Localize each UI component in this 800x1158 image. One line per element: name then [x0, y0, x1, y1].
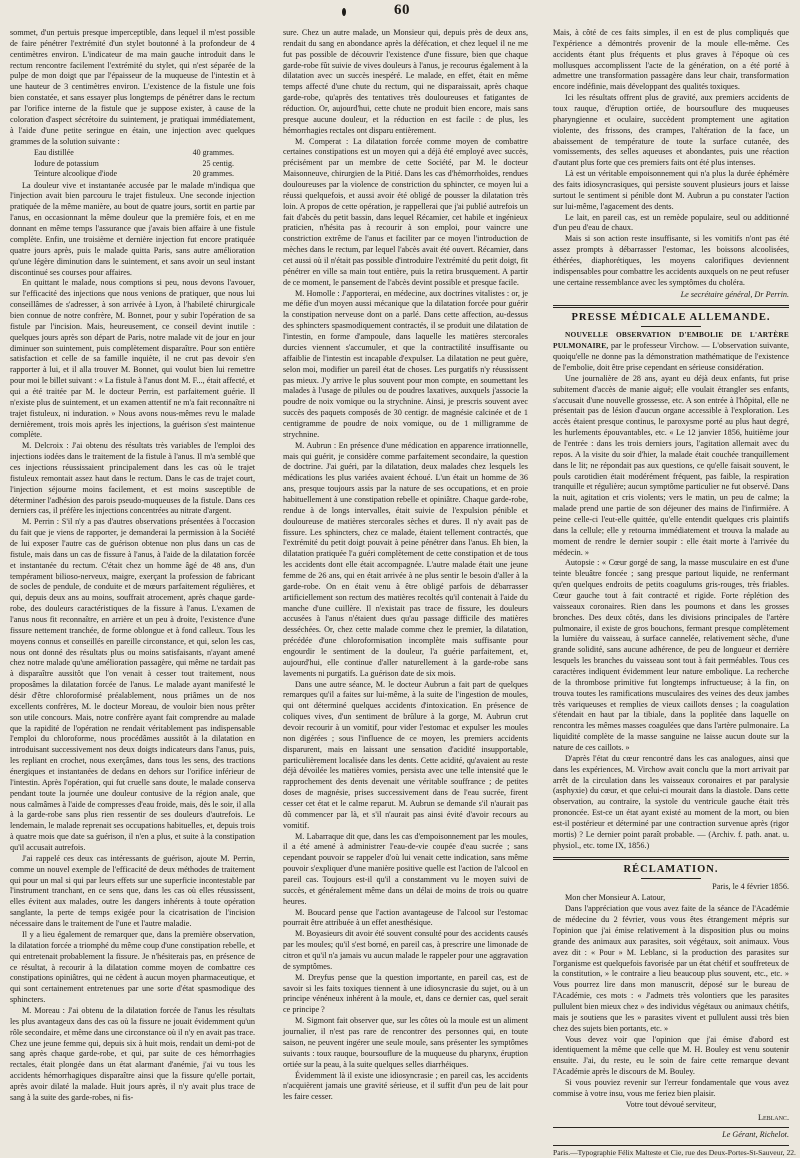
recipe-quantity: 40 grammes. — [192, 148, 234, 158]
paragraph: M. Perrin : S'il n'y a pas d'autres observations présentées à l'occasion du fait que je viens de rapporter, je demanderai la permission à la Société de lui exposer l'autre cas de guérison obtenue non plus dans un cas de fistule, mais dans un cas de fissure à l'anus, à l'aide de la dilatation forcée et instantanée du rectum. C'était chez un homme âgé de 48 ans, d'un tempérament bilioso-nerveux, maigre, exerçant la profession de fabricant de socles de pendule, de conduite et de mœurs parfaitement régulières, et qui, depuis deux ans au moins, souffrait atrocement, après chaque garde-robe, des douleurs caractéristiques de la fissure à l'anus. L'examen de l'anus nous fit reconnaître, en arrière et un peu à droite, l'existence d'une fissure nettement tranchée, de forme oblongue et à fond calleux. Tous les moyens connus et conseillés en pareille circonstance, et qui, selon les cas, nous ont donné des résultats plus ou moins satisfaisants, n'ayant amené chez notre malade qu'une amélioration passagère, qui même ne tardait pas à disparaître aussitôt que l'on venait à cesser tout traitement, nous proposâmes la dilatation forcée de l'anus. Le malade ayant manifesté le désir d'être chloroformisé préalablement, nous priâmes un de nos excellents confrères, M. le docteur Moreau, de vouloir bien nous prêter son utile concours. Mais, notre confrère ayant fait comprendre au malade que la rapidité de l'opération ne rendait véritablement pas indispensable l'emploi du chloroforme, nous procédâmes aussitôt à la dilatation en introduisant successivement nos deux doigts indicateurs dans l'anus, puis, les repliant en crochet, nous exerçâmes, dans tous les sens, des tractions énergiques et instantanées de dedans en dehors sur l'orifice inférieur de l'intestin. Après l'opération, qui fut cruelle sans doute, le malade conserva pendant toute la journée une douleur contusive de la région anale, que nous calmâmes à l'aide de compresses d'eau froide, mais, dès le soir, il alla à la garde-robe sans plus rien ressentir de ses douleurs d'autrefois. Le lendemain, le malade reprenait ses occupations habituelles, et, depuis trois à quatre mois que date sa guérison, il n'en a plus, et suite à la constipation qu'il accusait autrefois. — [10, 517, 255, 853]
secretary-signature: Le secrétaire général, Dr Perrin. — [680, 289, 789, 299]
paragraph: M. Labarraque dit que, dans les cas d'empoisonnement par les moules, il a été amené à administrer l'eau-de-vie coupée d'eau sucrée ; sans cependant pouvoir se rappeler d'où lui venait cette indication, sans même pouvoir s'expliquer d'une manière positive quelle est l'action de l'alcool en pareil cas. Toujours est-il qu'il a constamment vu le moyen suivi de succès, et généralement même dans un délai de moins de trois ou quatre heures. — [283, 831, 528, 906]
paragraph: M. Homolle : J'apporterai, en médecine, aux doctrines vitalistes : or, je me défie d'un moyen aussi mécanique que la dilatation forcée pour guérir la constipation nerveuse dont on a parlé. Dans cette affection, au-dessus des sphincters spasmodiquement contractés, il se produit une dilatation de l'intestin, en forme d'ampoule, dans laquelle les matières stercorales durcies viennent s'accumuler, et que la contractilité insuffisante ou affaiblie de l'intestin est incapable d'expulser. La dilatation ne peut guère, selon moi, modifier un pareil état de choses. Les purgatifs n'y réussissent pas mieux. J'y arrive le plus souvent pour mon compte, en soumettant les malades à l'usage de pilules ou de poudres laxatives, auxquels j'associe la poudre de noix vomique ou la strychnine. Ainsi, je prescris souvent avec succès des paquets composés de 30 centigr. de magnésie calcinée et de 1 centigramme de poudre de noix vomique, ou de 1 milligramme de strychnine. — [283, 288, 528, 439]
paragraph: En quittant le malade, nous comptions si peu, nous devons l'avouer, sur l'efficacité des injections que nous venions de pratiquer, que nous lui conseillâmes de s'adresser, à son arrivée à Lyon, à l'habileté chirurgicale bien connue de notre confrère, M. Bonnet, pour y subir l'opération de sa fistule par l'incision. Mais, heureusement, ce conseil devint inutile : quelques jours après son départ de Paris, notre malade vit de jour en jour diminuer son suintement, puis complètement disparaître. Pour son entière satisfaction et celle de sa famille inquiète, il ne crut pas devoir s'en rapporter à lui, et il alla trouver M. Bonnet, qui voulut bien lui remettre pour moi le billet suivant : « La fistule à l'anus dont M. F..., était affecté, et qui a été traitée par M. le docteur Perrin, est parfaitement guérie. Il n'existe plus de suintement, et un examen attentif ne m'a fait reconnaître ni trajet fistuleux, ni induration. » Nous avons nous-mêmes revu le malade dernièrement, trois mois après les injections, la guérison s'est maintenue complète. — [10, 278, 255, 440]
recipe-row — [34, 159, 234, 169]
paragraph: J'ai rappelé ces deux cas intéressants de guérison, ajoute M. Perrin, comme un nouvel exemple de l'efficacité de deux méthodes de traitement qui pour un mal si qui par leurs effets sur une superficie incontestable par l'instrument tranchant, en ce sens que, dans les cas où elles réussissent, elles évitent aux malades, outre les dangers inhérents à toute opération sanglante, la perte de temps exigée pour la cicatrisation de l'incision nécessaire dans le traitement de l'une et l'autre maladie. — [10, 853, 255, 929]
recipe-ingredient: Teinture alcoolique d'iode — [34, 169, 118, 179]
right-column — [553, 28, 796, 1158]
title-underline — [641, 878, 701, 879]
paragraph: Vous devez voir que l'opinion que j'ai émise d'abord est identiquement la même que celle que M. H. Bouley est venu soutenir ensuite. J'ai, du reste, eu le soin de faire cette remarque devant l'Académie après le discours de M. Bouley. — [553, 1034, 789, 1077]
recipe-ingredient: Iodure de potassium — [34, 158, 99, 168]
printer-imprint: Paris.—Typographie Félix Malteste et Cie, rue des Deux-Portes-St-Sauveur, 22. — [553, 1148, 796, 1158]
paragraph: Une journalière de 28 ans, ayant eu déjà deux enfants, fut prise subitement d'accès de manie aiguë; elle voulait étrangler ses enfants, s'accusait d'une nouvelle grossesse, etc. A son entrée à l'hôpital, elle ne présentait pas de lésion d'aucun organe accessible à l'exploration. Les accès étaient presque continus, le paroxysme porté au plus haut degré, les hurlements épouvantables, etc. « Le 12 janvier 1856, huitième jour de l'entrée : dans les trois derniers jours, l'agitation allernait avec du repos. A la visite du soir d'hier, la malade était couchée tranquillement dans le lit; ne répondait pas aux questions, ce qu'elle faisait souvent, le pouls carotidien était modérément fréquent, pas faible, la respiration tranquille et régulière; aucun symptôme particulier ne fut observé. Dans la nuit, agitation et cris violents; vers le matin, un peu de calme; la malade prend une partie de son déjeuner des mains de l'infirmière. A peine celle-ci l'eut-elle quittée, qu'elle entendit quelques cris plaintifs dans la cellule; elle y retourna immédiatement et trouva la malade au moment de rendre le dernier soupir : elle était morte à l'arrivée du médecin. » — [553, 373, 789, 557]
paragraph: M. Dreyfus pense que la question importante, en pareil cas, est de savoir si les faits toxiques tiennent à une idiosyncrasie du sujet, ou à un principe vénéneux inhérent à la moule, et, dans ce dernier cas, quel serait ce principe ? — [283, 972, 528, 1015]
paragraph: sure. Chez un autre malade, un Monsieur qui, depuis près de deux ans, rendait du sang en abondance après la défécation, et chez lequel il ne me fut pas possible de découvrir l'existence d'une fissure, bien que chaque garde-robe fût suivie de vives douleurs à l'anus, je recourus également à la dilatation avec un succès inespéré. Le malade, en effet, était en même temps affecté d'une chute du rectum, qui ne disparaissait, après chaque garde-robe, qu'après des tentatives très douloureuses et fatigantes de réduction. Or, aujourd'hui, cette chute ne produit bien encore, mais sans presque aucune douleur, et la réduction en est facile : de plus, les hémorrhagies rectales ont disparu entièrement. — [283, 28, 528, 135]
paragraph: Évidemment là il existe une idiosyncrasie ; en pareil cas, les accidents n'acquièrent jamais une gravité sérieuse, et il suffit d'un peu de lait pour les faire cesser. — [283, 1070, 528, 1102]
letter-salutation: Mon cher Monsieur A. Latour, — [565, 893, 666, 903]
paragraph: Là est un véritable empoisonnement qui n'a plus la durée éphémère des faits idiosyncrasiques, qui persiste souvent plusieurs jours et laisse surtout le sentiment si pénible dont M. Aubrun a pu constater l'action sur lui-même, l'agacement des dents. — [553, 169, 789, 211]
article-lead: par le professeur Virchow. — L'observation suivante, quoiqu'elle ne donne pas la démonstration mathématique de l'existence de l'embolie, doit être prise cependant en sérieuse considération. — [553, 341, 790, 372]
middle-column — [283, 28, 528, 1118]
paragraph: D'après l'état du cœur rencontré dans les cas analogues, ainsi que dans les expériences, M. Virchow avait conclu que la mort arrivait par arrêt de la circulation dans les vaisseaux coronaires et par paralysie (asphyxie) du cœur, et que celui-ci mourait dans la diastole. Dans cette observation, au contraire, la systole du ventricule gauche était très prononcée. Est-ce un état ayant existé au moment de la mort, ou bien est-il postérieur et déterminé par une contraction survenue après (rigor mortis) ? Le dernier point paraît probable. — (Archiv. f. path. anat. u. physiol., etc. tome IX, 1856.) — [553, 753, 789, 850]
paragraph: Il y a lieu également de remarquer que, dans la première observation, la dilatation forcée a triomphé du même coup d'une constipation rebelle, et qui entretenait probablement la fissure. Je n'hésiterais pas, en présence de ce résultat, à recourir à la dilatation comme moyen de combattre ces constipations opiniâtres, qui ne cèdent à aucun moyen pharmaceutique, et qui sont certainement entretenues par une sorte d'état spasmodique des sphincters. — [10, 929, 255, 1005]
section-title-reclamation: RÉCLAMATION. — [623, 863, 719, 875]
title-underline — [641, 326, 701, 327]
recipe-quantity: 25 centig. — [202, 158, 234, 168]
section-divider — [553, 305, 789, 308]
paragraph: M. Aubrun : En présence d'une médication en apparence irrationnelle, mais qui guérit, je considère comme parfaitement secondaire, la question de doctrine. J'ai guéri, par la dilatation, deux malades chez lesquels les médications les plus variées avaient échoué. L'un était un homme de 36 ans, presque toujours assis par la nature de ses occupations, et en proie habituellement à une constipation rebelle et opiniâtre. Chaque garde-robe, rendue à de longs intervalles, était suivie de l'expulsion pénible et douloureuse de matières stercorales sèches et dures. Il n'y avait pas de fissure. Les sphincters, chez ce malade, étaient tellement contractés, que l'extrémité du petit doigt pouvait à peine pénétrer dans l'anus. Eh bien, la dilatation pratiquée l'a guéri complètement de cette constipation et de tous les accidents dont elle était accompagnée. L'autre malade était une jeune femme de 26 ans, qui en était arrivée à ne plus sentir le besoin d'aller à la garde-robe. On en était venu à être obligé parfois de débarrasser artificiellement son rectum des matières recoltés qu'il contenait à l'aide du manche d'une cuillère. Il n'existait pas trace de fissure, les douleurs accusées à l'anus n'étaient dues qu'au passage difficile des matières desséchées. Or, chez cette malade comme chez le premier, la dilatation, précédée d'une chloroformisation incomplète mais suffisante pour engourdir le sentiment de la douleur, l'a guérie parfaitement, et, aujourd'hui, elle continue d'aller naturellement à la garde-robe sans lavements ni purgatifs. La guérison date de six mois. — [283, 440, 528, 678]
letter-signer: Leblanc. — [757, 1112, 789, 1122]
paragraph: M. Boyasieurs dit avoir été souvent consulté pour des accidents causés par les moules; qu'il s'est borné, en pareil cas, à prescrire une limonade de citron et qu'il n'a jamais vu aucun malade le rappeler pour une aggravation de symptômes. — [283, 929, 528, 971]
paragraph: Le lait, en pareil cas, est un remède populaire, seul ou additionné d'un peu d'eau de chaux. — [553, 212, 789, 233]
paragraph: Mais, à côté de ces faits simples, il en est de plus compliqués que l'expérience a démontrés provenir de la moule elle-même. Ces accidents étant plus fréquents et plus graves à l'époque où ces mollusques accomplissent l'acte de la génération, on a été porté à admettre une transformation passagère dans leur chair, transformation encore indéfinie, mais développant des qualités toxiques. — [553, 28, 789, 92]
ornament-dot-mark — [340, 6, 348, 18]
paragraph: Autopsie : « Cœur gorgé de sang, la masse musculaire en est d'une teinte bleuâtre foncée ; sang presque partout liquide, ne renfermant qu'en quelques endroits de petits coagulums gris-rouges, très friables. Cœur gauche tout à fait contracté et rigide. Forte réplétion des vaisseaux coronaires. Rien dans les poumons et dans les grosses bronches. Des deux côtés, dans les divisions principales de l'artère pulmonaire, il existe de gros bouchons, fermant presque complètement la lumière du vaisseau, à surface cannelée, relativement sèche, d'une grande solidité, sans aucune adhérence, de peu de longueur et derrière lesquels les branches du vaisseau sont tout à fait perméables. Tous ces caractères indiquent évidemment leur nature embolique. La recherche de la thrombose primitive fut longtemps infructueuse; à la fin, on trouva toutes les ramifications musculaires des veines des deux jambes très variqueuses et remplies de vieux caillots denses ; la coagulation s'étendait en haut par la tibiale, dans la poplitée dans laquelle on rencontra les mêmes masses coagulées que dans l'artère pulmonaire. La liquidité complète de la masse sanguine ne laisse aucun doute sur la nature de ces caillots. » — [553, 558, 789, 753]
paragraph: Dans une autre séance, M. le docteur Aubrun a fait part de quelques remarques qu'il a faites sur lui-même, à la suite de l'ingestion de moules, qui ont déterminé quelques accidents d'intoxication. En présence de coliques vives, d'un sentiment de brûlure à la gorge, M. Aubrun crut devoir recourir à un vomitif, pour vider l'estomac et expulser les moules non digérées ; sous l'influence de ce moyen, les premiers accidents disparurent, mais en laissant une sensation d'acidité insupportable, particulièrement localisée dans les dents. Cette acidité, qu'avaient au reste déjà dévoilée les matières vomies, persista avec une telle intensité que le rapprochement des dents devenait une véritable souffrance ; de petites doses de magnésie, prises successivement dans de l'eau sucrée, firent cesser cet état et le calme reparut. M. Aubrun se demande s'il n'aurait pas dû commencer par là, et s'il n'aurait pas ainsi évité d'avoir recours au vomitif. — [283, 679, 528, 830]
letter-closing: Votre tout dévoué serviteur, — [625, 1099, 717, 1109]
paragraph: M. Boucard pense que l'action avantageuse de l'alcool sur l'estomac pourrait être attribuée à un effet anesthésique. — [283, 907, 528, 928]
paragraph: La douleur vive et instantanée accusée par le malade m'indiqua que l'injection avait bien parcouru le trajet fistuleux. Une seconde injection pratiquée de la même manière, au bout de quatre jours, sortit en partie par l'anus, en occasionnant la même douleur que la première fois, et en me donnant en même temps l'assurance que j'avais bien affaire à une fistule complète. Enfin, une troisième et dernière injection fut encore pratiquée quatre jours après, puis le malade quitta Paris, sans autre amélioration qu'une légère diminution dans le suintement, et sans avoir un seul instant discontinué ses courses pour affaires. — [10, 180, 255, 277]
article-heading: NOUVELLE OBSERVATION D'EMBOLIE DE L'ARTÈRE PULMONAIRE, — [553, 330, 789, 351]
paragraph: Ici les résultats offrent plus de gravité, aux premiers accidents de toux rauque, d'éruption ortiée, de boursouflure des muqueuses pharyngienne et oculaire, succèdent promptement une agitation violente, des frissons, des crampes, l'altération de la face, un abaissement de température de toute la surface cutanée, des vomissements, des selles aqueuses et abondantes, puis une réaction d'autant plus forte que ces premiers faits ont été plus intenses. — [553, 93, 789, 168]
section-divider — [553, 857, 789, 860]
paragraph: Mais si son action reste insuffisante, si les vomitifs n'ont pas été assez prompts à débarrasser l'estomac, les boissons alcoolisées, éthérées, diaphorétiques, les moyens calorifiques deviennent indispensables pour combattre les accidents auxquels on ne peut refuser une certaine ressemblance avec les symptômes du choléra. — [553, 234, 789, 287]
left-column — [10, 28, 255, 1118]
paragraph: sommet, d'un pertuis presque imperceptible, dans lequel il m'est possible de faire pénétrer l'extrémité d'un stylet boutonné à la profondeur de 4 centimètres environ. L'indicateur de ma main gauche introduit dans le rectum rencontre facilement l'extrémité du stylet, qui n'est séparée de la pulpe de mon doigt que par l'épaisseur de la muqueuse de l'intestin et à une hauteur de 3 centimètres environ. L'existence de la fistule une fois bien constatée, et sans essayer plus longtemps de pénétrer dans le rectum par l'orifice interne de la fistule que je suppose exister, à cause de la coloration d'aspect sécrétoire du suintement, je pratiquai immédiatement, à l'aide d'une petite seringue en étain, une injection avec quelques grammes de la solution suivante : — [10, 28, 255, 146]
paragraph: Si vous pouviez revenir sur l'erreur fondamentale que vous avez commise à votre insu, vous me feriez bien plaisir. — [553, 1078, 789, 1098]
page-number: 60 — [394, 2, 410, 18]
footer-divider — [553, 1127, 789, 1128]
paragraph: Dans l'appréciation que vous avez faite de la séance de l'Académie de médecine du 2 février, vous vous êtes étrangement mépris sur l'opinion que j'ai émise relativement à la disposition plus ou moins grande des animaux aux parasites, soit végétaux, soit animaux. Vous avez dit : « Pour » M. Leblanc, si la production des parasites sur l'organisme est quelquefois favorisée par un état chétif et souffreteux de la constitution, » le contraire a lieu beaucoup plus souvent, etc., etc. » Vous pourrez lire dans mon manuscrit, déposé sur le bureau de l'Académie, ces mots : « J'admets très volontiers que les parasites pullulent bien mieux chez » des individus végétaux ou animaux chétifs, mais je soutiens que les » parasites vivent et pullulent aussi très bien chez des sujets bien portants, etc. » — [553, 904, 789, 1033]
recipe-quantity: 20 grammes. — [192, 169, 234, 179]
prescription-recipe — [34, 148, 234, 179]
gerant-signature: Le Gérant, Richelot. — [722, 1130, 789, 1140]
letter-dateline: Paris, le 4 février 1856. — [712, 881, 789, 891]
paragraph: M. Comperat : La dilatation forcée comme moyen de combattre certaines constipations est un moyen qui a déjà été employé avec succès, précisément par un membre de cette Société, par M. le docteur Maisonneuve, chirurgien de la Pitié. Dans les cas d'hémorrhoïdes, rendues douloureuses par la violence de constriction du sphincter, ce moyen lui a réussi quelquefois, et aussi avoir été obligé de pousser la dilatation très loin. A propos de cette opération, je rappellerai que j'ai publié autrefois un fait d'abcès du petit bassin, dans lequel Récamier, cet habile et ingénieux praticien, n'hésita pas à recourir à son emploi, pour vaincre une constriction extrême de l'anus et faciliter par ce moyen l'introduction de mèches dans le rectum, par lequel l'abcès avait été ouvert. Récamier, dans cet aussi où il n'était pas possible d'introduire l'extrémité du petit doigt, fit pénétrer en ville sa main tout entière, puis la retira brusquement. A partir de ce moment, le pansement de l'abcès devint possible et presque facile. — [283, 136, 528, 287]
paragraph: M. Moreau : J'ai obtenu de la dilatation forcée de l'anus les résultats les plus avantageux dans des cas où la fissure ne jouait évidemment qu'un rôle secondaire, et même dans une circonstance où il n'y en avait pas trace. Chez une jeune femme qui, depuis six à huit mois, rendait un demi-pot de sang après chaque garde-robe, et qui, par suite de ces hémorrhagies rectales, était plongée dans un état alarmant d'anémie, j'ai vu tous les accidents hémorrhagiques disparaître ainsi que la fissure qu'elle portait, après avoir dilaté la malade. Huit jours après, il n'y avait plus trace de sang à la suite des garde-robes, ni fis- — [10, 1005, 255, 1102]
paragraph: M. Sigmont fait observer que, sur les côtes où la moule est un aliment journalier, il n'est pas rare de rencontrer des personnes qui, en toute saison, ne peuvent ingérer une seule moule, sans présenter les symptômes suivants : toux rauque, boursouflure de la muqueuse du pharynx, éruption ortiée sur la peau, à la suite quelques selles diarrhéiques. — [283, 1016, 528, 1069]
recipe-ingredient: Eau distillée — [34, 148, 74, 158]
footer-divider — [553, 1145, 789, 1146]
recipe-row — [34, 169, 234, 179]
paragraph: M. Delcroix : J'ai obtenu des résultats très variables de l'emploi des injections iodées dans le traitement de la fistule à l'anus. Il m'a semblé que ces injections réussissaient principalement dans les cas où le trajet fistuleux remontait assez haut dans le rectum. Dans le cas de trajet court, l'injection séjourne moins facilement, et est moins susceptible de déterminer l'adhésion des parois pseudo-muqueuses de la fistule. Dans ces derniers cas, il préfère les injections concentrées au nitrate d'argent. — [10, 441, 255, 516]
recipe-row — [34, 148, 234, 158]
section-title-press: PRESSE MÉDICALE ALLEMANDE. — [571, 312, 771, 324]
